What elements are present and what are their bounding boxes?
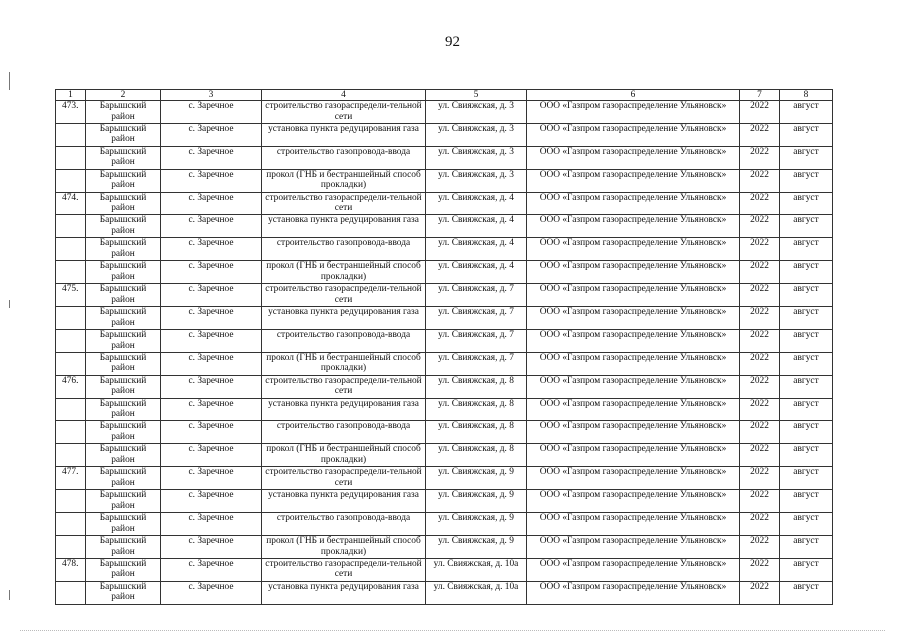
address-cell: ул. Свияжская, д. 3 (426, 146, 527, 169)
year-cell: 2022 (740, 421, 780, 444)
work-type-cell: строительство газораспредели-тельной сети (262, 101, 426, 124)
address-cell: ул. Свияжская, д. 8 (426, 398, 527, 421)
year-cell: 2022 (740, 329, 780, 352)
year-cell: 2022 (740, 375, 780, 398)
row-number: 475. (56, 284, 86, 307)
district-cell: Барышский район (86, 444, 161, 467)
work-type-cell: строительство газопровода-ввода (262, 329, 426, 352)
month-cell: август (780, 513, 833, 536)
work-type-cell: прокол (ГНБ и бестраншейный способ прокладки) (262, 169, 426, 192)
organization-cell: ООО «Газпром газораспределение Ульяновск» (527, 444, 740, 467)
month-cell: август (780, 215, 833, 238)
table-row (56, 513, 833, 536)
locality-cell: с. Заречное (161, 192, 262, 215)
locality-cell: с. Заречное (161, 169, 262, 192)
scan-bottom-edge (20, 630, 885, 633)
organization-cell: ООО «Газпром газораспределение Ульяновск» (527, 123, 740, 146)
table-row (56, 467, 833, 490)
work-type-cell: строительство газораспредели-тельной сети (262, 558, 426, 581)
row-number (56, 444, 86, 467)
table-row (56, 421, 833, 444)
address-cell: ул. Свияжская, д. 3 (426, 123, 527, 146)
organization-cell: ООО «Газпром газораспределение Ульяновск» (527, 284, 740, 307)
month-cell: август (780, 146, 833, 169)
row-number (56, 490, 86, 513)
row-number (56, 421, 86, 444)
column-header: 1 (56, 90, 86, 101)
locality-cell: с. Заречное (161, 421, 262, 444)
column-header: 2 (86, 90, 161, 101)
year-cell: 2022 (740, 307, 780, 330)
row-number (56, 123, 86, 146)
address-cell: ул. Свияжская, д. 4 (426, 192, 527, 215)
month-cell: август (780, 375, 833, 398)
column-header: 4 (262, 90, 426, 101)
organization-cell: ООО «Газпром газораспределение Ульяновск» (527, 352, 740, 375)
address-cell: ул. Свияжская, д. 4 (426, 238, 527, 261)
organization-cell: ООО «Газпром газораспределение Ульяновск» (527, 238, 740, 261)
address-cell: ул. Свияжская, д. 4 (426, 261, 527, 284)
work-type-cell: строительство газопровода-ввода (262, 238, 426, 261)
work-type-cell: прокол (ГНБ и бестраншейный способ прокладки) (262, 352, 426, 375)
organization-cell: ООО «Газпром газораспределение Ульяновск» (527, 329, 740, 352)
year-cell: 2022 (740, 238, 780, 261)
year-cell: 2022 (740, 284, 780, 307)
year-cell: 2022 (740, 558, 780, 581)
work-type-cell: прокол (ГНБ и бестраншейный способ прокладки) (262, 535, 426, 558)
year-cell: 2022 (740, 513, 780, 536)
district-cell: Барышский район (86, 490, 161, 513)
month-cell: август (780, 490, 833, 513)
month-cell: август (780, 101, 833, 124)
locality-cell: с. Заречное (161, 123, 262, 146)
year-cell: 2022 (740, 261, 780, 284)
district-cell: Барышский район (86, 352, 161, 375)
row-number: 477. (56, 467, 86, 490)
work-type-cell: установка пункта редуцирования газа (262, 581, 426, 604)
address-cell: ул. Свияжская, д. 9 (426, 513, 527, 536)
work-type-cell: строительство газопровода-ввода (262, 513, 426, 536)
year-cell: 2022 (740, 192, 780, 215)
row-number (56, 329, 86, 352)
column-header: 5 (426, 90, 527, 101)
organization-cell: ООО «Газпром газораспределение Ульяновск» (527, 581, 740, 604)
address-cell: ул. Свияжская, д. 9 (426, 467, 527, 490)
month-cell: август (780, 261, 833, 284)
scan-edge-mark (9, 590, 10, 600)
year-cell: 2022 (740, 101, 780, 124)
year-cell: 2022 (740, 146, 780, 169)
work-type-cell: строительство газораспредели-тельной сети (262, 467, 426, 490)
organization-cell: ООО «Газпром газораспределение Ульяновск» (527, 215, 740, 238)
month-cell: август (780, 581, 833, 604)
table-row (56, 146, 833, 169)
work-type-cell: строительство газораспредели-тельной сети (262, 284, 426, 307)
row-number (56, 238, 86, 261)
row-number (56, 215, 86, 238)
scan-edge-mark (9, 72, 10, 90)
district-cell: Барышский район (86, 146, 161, 169)
district-cell: Барышский район (86, 467, 161, 490)
organization-cell: ООО «Газпром газораспределение Ульяновск» (527, 375, 740, 398)
table-row (56, 261, 833, 284)
work-type-cell: прокол (ГНБ и бестраншейный способ прокладки) (262, 261, 426, 284)
locality-cell: с. Заречное (161, 261, 262, 284)
table-row (56, 375, 833, 398)
organization-cell: ООО «Газпром газораспределение Ульяновск» (527, 513, 740, 536)
locality-cell: с. Заречное (161, 215, 262, 238)
district-cell: Барышский район (86, 329, 161, 352)
district-cell: Барышский район (86, 398, 161, 421)
district-cell: Барышский район (86, 421, 161, 444)
year-cell: 2022 (740, 215, 780, 238)
address-cell: ул. Свияжская, д. 7 (426, 352, 527, 375)
address-cell: ул. Свияжская, д. 4 (426, 215, 527, 238)
works-table (55, 89, 833, 605)
table-row (56, 490, 833, 513)
district-cell: Барышский район (86, 307, 161, 330)
organization-cell: ООО «Газпром газораспределение Ульяновск» (527, 490, 740, 513)
work-type-cell: строительство газораспредели-тельной сети (262, 375, 426, 398)
table-row (56, 444, 833, 467)
district-cell: Барышский район (86, 261, 161, 284)
year-cell: 2022 (740, 581, 780, 604)
district-cell: Барышский район (86, 123, 161, 146)
row-number (56, 146, 86, 169)
month-cell: август (780, 123, 833, 146)
district-cell: Барышский район (86, 101, 161, 124)
row-number (56, 581, 86, 604)
organization-cell: ООО «Газпром газораспределение Ульяновск» (527, 192, 740, 215)
month-cell: август (780, 352, 833, 375)
address-cell: ул. Свияжская, д. 10а (426, 558, 527, 581)
organization-cell: ООО «Газпром газораспределение Ульяновск» (527, 146, 740, 169)
district-cell: Барышский район (86, 284, 161, 307)
locality-cell: с. Заречное (161, 375, 262, 398)
year-cell: 2022 (740, 467, 780, 490)
locality-cell: с. Заречное (161, 444, 262, 467)
header-row (56, 90, 833, 101)
district-cell: Барышский район (86, 215, 161, 238)
district-cell: Барышский район (86, 535, 161, 558)
month-cell: август (780, 307, 833, 330)
year-cell: 2022 (740, 398, 780, 421)
column-header: 8 (780, 90, 833, 101)
table-row (56, 101, 833, 124)
row-number (56, 398, 86, 421)
row-number: 473. (56, 101, 86, 124)
scan-edge-mark (9, 300, 10, 308)
month-cell: август (780, 558, 833, 581)
month-cell: август (780, 238, 833, 261)
locality-cell: с. Заречное (161, 398, 262, 421)
locality-cell: с. Заречное (161, 535, 262, 558)
organization-cell: ООО «Газпром газораспределение Ульяновск» (527, 398, 740, 421)
row-number (56, 261, 86, 284)
address-cell: ул. Свияжская, д. 3 (426, 169, 527, 192)
month-cell: август (780, 284, 833, 307)
table-row (56, 535, 833, 558)
district-cell: Барышский район (86, 375, 161, 398)
work-type-cell: прокол (ГНБ и бестраншейный способ прокладки) (262, 444, 426, 467)
locality-cell: с. Заречное (161, 238, 262, 261)
address-cell: ул. Свияжская, д. 3 (426, 101, 527, 124)
organization-cell: ООО «Газпром газораспределение Ульяновск» (527, 307, 740, 330)
month-cell: август (780, 444, 833, 467)
organization-cell: ООО «Газпром газораспределение Ульяновск» (527, 261, 740, 284)
month-cell: август (780, 192, 833, 215)
locality-cell: с. Заречное (161, 513, 262, 536)
organization-cell: ООО «Газпром газораспределение Ульяновск» (527, 101, 740, 124)
year-cell: 2022 (740, 123, 780, 146)
month-cell: август (780, 329, 833, 352)
locality-cell: с. Заречное (161, 558, 262, 581)
month-cell: август (780, 535, 833, 558)
district-cell: Барышский район (86, 558, 161, 581)
address-cell: ул. Свияжская, д. 8 (426, 375, 527, 398)
month-cell: август (780, 398, 833, 421)
district-cell: Барышский район (86, 513, 161, 536)
locality-cell: с. Заречное (161, 329, 262, 352)
locality-cell: с. Заречное (161, 467, 262, 490)
locality-cell: с. Заречное (161, 581, 262, 604)
row-number (56, 513, 86, 536)
district-cell: Барышский район (86, 192, 161, 215)
row-number: 478. (56, 558, 86, 581)
table-row (56, 284, 833, 307)
month-cell: август (780, 421, 833, 444)
work-type-cell: установка пункта редуцирования газа (262, 123, 426, 146)
month-cell: август (780, 467, 833, 490)
table-row (56, 352, 833, 375)
address-cell: ул. Свияжская, д. 8 (426, 444, 527, 467)
row-number: 476. (56, 375, 86, 398)
organization-cell: ООО «Газпром газораспределение Ульяновск» (527, 558, 740, 581)
work-type-cell: установка пункта редуцирования газа (262, 215, 426, 238)
organization-cell: ООО «Газпром газораспределение Ульяновск» (527, 421, 740, 444)
table-row (56, 558, 833, 581)
locality-cell: с. Заречное (161, 307, 262, 330)
year-cell: 2022 (740, 444, 780, 467)
table-row (56, 192, 833, 215)
row-number (56, 352, 86, 375)
table-row (56, 398, 833, 421)
work-type-cell: строительство газораспредели-тельной сети (262, 192, 426, 215)
address-cell: ул. Свияжская, д. 9 (426, 490, 527, 513)
column-header: 3 (161, 90, 262, 101)
row-number (56, 169, 86, 192)
table-row (56, 123, 833, 146)
table-row (56, 215, 833, 238)
locality-cell: с. Заречное (161, 490, 262, 513)
work-type-cell: установка пункта редуцирования газа (262, 307, 426, 330)
year-cell: 2022 (740, 352, 780, 375)
locality-cell: с. Заречное (161, 101, 262, 124)
locality-cell: с. Заречное (161, 352, 262, 375)
row-number (56, 307, 86, 330)
table-row (56, 581, 833, 604)
district-cell: Барышский район (86, 238, 161, 261)
column-header: 6 (527, 90, 740, 101)
row-number: 474. (56, 192, 86, 215)
organization-cell: ООО «Газпром газораспределение Ульяновск» (527, 467, 740, 490)
district-cell: Барышский район (86, 581, 161, 604)
address-cell: ул. Свияжская, д. 7 (426, 307, 527, 330)
column-header: 7 (740, 90, 780, 101)
organization-cell: ООО «Газпром газораспределение Ульяновск» (527, 169, 740, 192)
work-type-cell: установка пункта редуцирования газа (262, 398, 426, 421)
table-row (56, 307, 833, 330)
address-cell: ул. Свияжская, д. 9 (426, 535, 527, 558)
district-cell: Барышский район (86, 169, 161, 192)
year-cell: 2022 (740, 535, 780, 558)
table-row (56, 169, 833, 192)
table-row (56, 238, 833, 261)
work-type-cell: строительство газопровода-ввода (262, 421, 426, 444)
row-number (56, 535, 86, 558)
address-cell: ул. Свияжская, д. 8 (426, 421, 527, 444)
organization-cell: ООО «Газпром газораспределение Ульяновск» (527, 535, 740, 558)
address-cell: ул. Свияжская, д. 10а (426, 581, 527, 604)
page-number: 92 (445, 34, 460, 50)
month-cell: август (780, 169, 833, 192)
address-cell: ул. Свияжская, д. 7 (426, 284, 527, 307)
locality-cell: с. Заречное (161, 284, 262, 307)
year-cell: 2022 (740, 490, 780, 513)
work-type-cell: строительство газопровода-ввода (262, 146, 426, 169)
table-row (56, 329, 833, 352)
locality-cell: с. Заречное (161, 146, 262, 169)
work-type-cell: установка пункта редуцирования газа (262, 490, 426, 513)
year-cell: 2022 (740, 169, 780, 192)
address-cell: ул. Свияжская, д. 7 (426, 329, 527, 352)
